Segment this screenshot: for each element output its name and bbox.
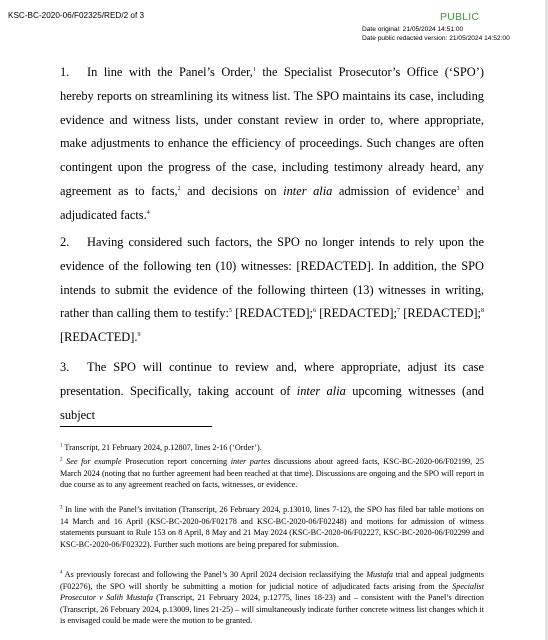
public-status-label: PUBLIC xyxy=(440,11,480,23)
paragraph-text: and decisions on xyxy=(180,183,284,198)
footnote-text: As previously forecast and following the Panel’s 30 April 2024 decision reclassifying the xyxy=(62,570,367,579)
footnote-text: (Transcript, 21 February 2024, p.12775, lines 18-23) and – consistent with the Panel’s direction (Transcript, 26 February 2024, p.13009, lines 21-25) – will simultaneously indicate further concrete witness list changes which it is envisaged could be made were the motion to be granted. xyxy=(60,593,484,626)
italic-text: inter partes xyxy=(230,457,271,466)
footnote-separator xyxy=(60,426,212,427)
paragraph-number: 3. xyxy=(60,360,70,374)
footnote-ref[interactable]: 5 xyxy=(228,308,232,315)
paragraph-text: In line with the Panel’s Order, xyxy=(87,65,253,79)
paragraph-3 xyxy=(60,356,484,427)
footnote-ref[interactable]: 1 xyxy=(252,66,256,73)
italic-text: inter alia xyxy=(296,383,346,398)
paragraph-text: [REDACTED]; xyxy=(399,306,481,321)
paragraph-text: Having considered such factors, the SPO no longer intends to rely upon the evidence of the following ten (10) witnesses: [REDACTED]. In addition, the SPO intends to submit the evidence of the following thirteen (13) witnesses in writing, rather than calling them to testify: xyxy=(60,235,484,321)
italic-text: Mustafa xyxy=(366,570,394,579)
paragraph-text: admission of evidence xyxy=(332,183,457,198)
document-reference: KSC-BC-2020-06/F02325/RED/2 of 3 xyxy=(8,11,145,20)
date-original: Date original: 21/05/2024 14:51:00 xyxy=(362,26,464,33)
paragraph-text: [REDACTED]. xyxy=(60,330,138,345)
footnote-ref[interactable]: 3 xyxy=(456,185,460,192)
paragraph-2 xyxy=(60,231,484,350)
footnote-text: Transcript, 21 February 2024, p.12807, lines 2-16 (‘Order’). xyxy=(62,443,262,452)
date-public-redacted: Date public redacted version: 21/05/2024 14:52:00 xyxy=(362,35,510,42)
footnote-3 xyxy=(60,504,484,550)
footnote-number: 2 xyxy=(60,457,63,463)
paragraph-text: [REDACTED]; xyxy=(231,306,313,321)
footnote-4 xyxy=(60,569,484,627)
paragraph-text: The SPO will continue to review and, where appropriate, adjust its case presentation. Specifically, taking account of xyxy=(60,360,484,398)
footnote-number: 1 xyxy=(60,443,63,449)
footnote-text: Prosecution report concerning xyxy=(121,457,231,466)
paragraph-text: [REDACTED]; xyxy=(315,306,397,321)
footnote-number: 4 xyxy=(60,570,63,576)
footnote-1 xyxy=(60,442,484,454)
footnote-text: discussions about agreed facts, KSC-BC-2020-06/F02199, 25 March 2024 (noting that no further agreement had been reached at that time). Discussions are ongoing and the SPO will report in due course as to any agreement reached on facts, witnesses, or evidence. xyxy=(60,457,484,490)
paragraph-number: 2. xyxy=(60,235,70,249)
footnote-text: trial and appeal judgments (F02276), the SPO will shortly be submitting a motion for judicial notice of adjudicated facts arising from the xyxy=(60,570,485,591)
italic-text: Specialist Prosecutor v Salih Mustafa xyxy=(60,581,484,603)
paragraph-1 xyxy=(60,61,484,228)
footnote-ref[interactable]: 2 xyxy=(177,185,181,192)
footnote-ref[interactable]: 6 xyxy=(312,308,316,315)
footnote-ref[interactable]: 4 xyxy=(146,209,150,216)
paragraph-text: upcoming witnesses (and subject xyxy=(60,383,484,422)
footnote-ref[interactable]: 7 xyxy=(396,308,400,315)
footnote-text: In line with the Panel’s invitation (Transcript, 26 February 2024, p.13010, lines 7-12), the SPO has filed bar table motions on 14 March and 16 April (KSC-BC-2020-06/F02178 and KSC-BC-2020-06/F02248) and motions for admission of witness statements pursuant to Rule 153 on 8 April, 8 May and 21 May 2024 (KSC-BC-2020-06/F02227, KSC-BC-2020-06/F02299 and KSC-BC-2020-06/F02322). Further such motions are being prepared for submission. xyxy=(60,505,484,549)
italic-text: See for example xyxy=(62,457,122,466)
footnote-ref[interactable]: 8 xyxy=(481,308,484,315)
paragraph-text: and adjudicated facts. xyxy=(60,183,484,222)
paragraph-text: the Specialist Prosecutor’s Office (‘SPO’) hereby reports on streamlining its witness list. The SPO maintains its case, including evidence and witness lists, under constant review in order to, where appropriate, make adjustments to enhance the efficiency of proceedings. Such changes are often contingent upon the progress of the case, including testimony already heard, any agreement as to facts, xyxy=(60,65,484,198)
footnote-ref[interactable]: 9 xyxy=(137,332,141,339)
footnote-2 xyxy=(60,456,484,491)
paragraph-number: 1. xyxy=(60,65,70,79)
footnote-number: 3 xyxy=(60,505,63,511)
italic-text: inter alia xyxy=(283,183,333,198)
